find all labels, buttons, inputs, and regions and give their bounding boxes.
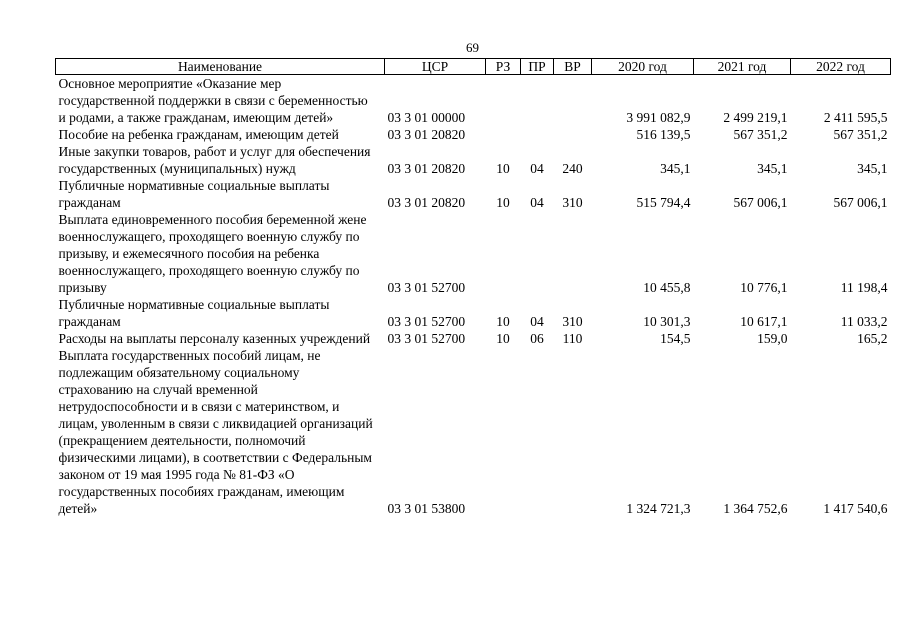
row-2021: 1 364 752,6: [723, 501, 788, 516]
row-2020: 10 301,3: [643, 314, 691, 329]
table-row: [56, 177, 891, 211]
row-vr: 240: [562, 161, 583, 176]
page-number: 69: [466, 40, 479, 55]
row-rz: [486, 126, 521, 143]
row-vr: [554, 75, 592, 127]
row-pr: [521, 347, 554, 517]
row-2022: 345,1: [857, 161, 888, 176]
row-vr: [554, 126, 592, 143]
row-name: Публичные нормативные социальные выплаты гражданам: [58, 297, 330, 329]
row-rz: [486, 347, 521, 517]
row-rz: 10: [496, 331, 510, 346]
row-2021: 567 006,1: [733, 195, 788, 210]
column-header-2021: 2021 год: [694, 59, 791, 75]
column-header-2020: 2020 год: [592, 59, 694, 75]
row-name: Публичные нормативные социальные выплаты гражданам: [58, 178, 330, 210]
table-row: [56, 75, 891, 127]
column-header-csr: ЦСР: [385, 59, 486, 75]
column-header-2022: 2022 год: [791, 59, 891, 75]
table-row: [56, 143, 891, 177]
header-row: [56, 59, 891, 75]
row-rz: 10: [496, 314, 510, 329]
row-2022: 2 411 595,5: [823, 110, 888, 125]
row-2020: 154,5: [660, 331, 691, 346]
row-pr: [521, 75, 554, 127]
row-vr: [554, 347, 592, 517]
row-csr: 03 3 01 20820: [387, 127, 466, 142]
row-2020: 515 794,4: [636, 195, 691, 210]
row-2020: 10 455,8: [643, 280, 691, 295]
row-csr: 03 3 01 52700: [387, 314, 466, 329]
row-vr: [554, 211, 592, 296]
row-csr: 03 3 01 00000: [387, 110, 466, 125]
budget-table: [55, 58, 891, 517]
row-2022: 1 417 540,6: [823, 501, 888, 516]
row-name: Иные закупки товаров, работ и услуг для обеспечения государственных (муниципальных) нужд: [58, 144, 371, 176]
row-2021: 159,0: [757, 331, 788, 346]
row-csr: 03 3 01 52700: [387, 331, 466, 346]
row-2022: 11 033,2: [840, 314, 888, 329]
row-csr: 03 3 01 20820: [387, 161, 466, 176]
row-2020: 3 991 082,9: [626, 110, 691, 125]
row-2021: 345,1: [757, 161, 788, 176]
row-2020: 516 139,5: [636, 127, 691, 142]
row-name: Расходы на выплаты персоналу казенных учреждений: [58, 331, 371, 346]
row-pr: 06: [530, 331, 544, 346]
row-pr: [521, 211, 554, 296]
row-2021: 2 499 219,1: [723, 110, 788, 125]
row-rz: 10: [496, 161, 510, 176]
column-header-rz: РЗ: [486, 59, 521, 75]
table-row: [56, 126, 891, 143]
row-csr: 03 3 01 53800: [387, 501, 466, 516]
row-2020: 345,1: [660, 161, 691, 176]
column-header-pr: ПР: [521, 59, 554, 75]
row-rz: [486, 211, 521, 296]
row-name: Выплата государственных пособий лицам, не подлежащим обязательному социальному страхованию на случай временной нетрудоспособности и в связи с материнством, и лицам, уволенным в связи с ликвидацией организаций (прекращением деятельности, полномочий физическими лицами), в соответствии с Федеральным законом от 19 мая 1995 года № 81-ФЗ «О государственных пособиях гражданам, имеющим детей»: [58, 348, 373, 516]
column-header-name: Наименование: [56, 59, 385, 75]
row-2022: 11 198,4: [840, 280, 888, 295]
row-vr: 310: [562, 195, 583, 210]
table-row: [56, 330, 891, 347]
row-pr: [521, 126, 554, 143]
row-2021: 567 351,2: [733, 127, 788, 142]
row-2022: 567 351,2: [833, 127, 888, 142]
row-2021: 10 617,1: [740, 314, 788, 329]
table-row: [56, 296, 891, 330]
row-2022: 567 006,1: [833, 195, 888, 210]
table-row: [56, 347, 891, 517]
row-2021: 10 776,1: [740, 280, 788, 295]
row-pr: 04: [530, 161, 544, 176]
column-header-vr: ВР: [554, 59, 592, 75]
row-name: Пособие на ребенка гражданам, имеющим детей: [58, 127, 339, 142]
table-row: [56, 211, 891, 296]
row-rz: 10: [496, 195, 510, 210]
row-vr: 310: [562, 314, 583, 329]
row-rz: [486, 75, 521, 127]
row-pr: 04: [530, 195, 544, 210]
row-vr: 110: [562, 331, 583, 346]
row-2020: 1 324 721,3: [626, 501, 691, 516]
row-csr: 03 3 01 52700: [387, 280, 466, 295]
row-name: Основное мероприятие «Оказание мер государственной поддержки в связи с беременностью и родами, а также гражданам, имеющим детей»: [58, 76, 368, 125]
row-name: Выплата единовременного пособия беременной жене военнослужащего, проходящего военную службу по призыву, и ежемесячного пособия на ребенка военнослужащего, проходящего военную службу по призыву: [58, 212, 367, 295]
row-csr: 03 3 01 20820: [387, 195, 466, 210]
row-pr: 04: [530, 314, 544, 329]
row-2022: 165,2: [857, 331, 888, 346]
